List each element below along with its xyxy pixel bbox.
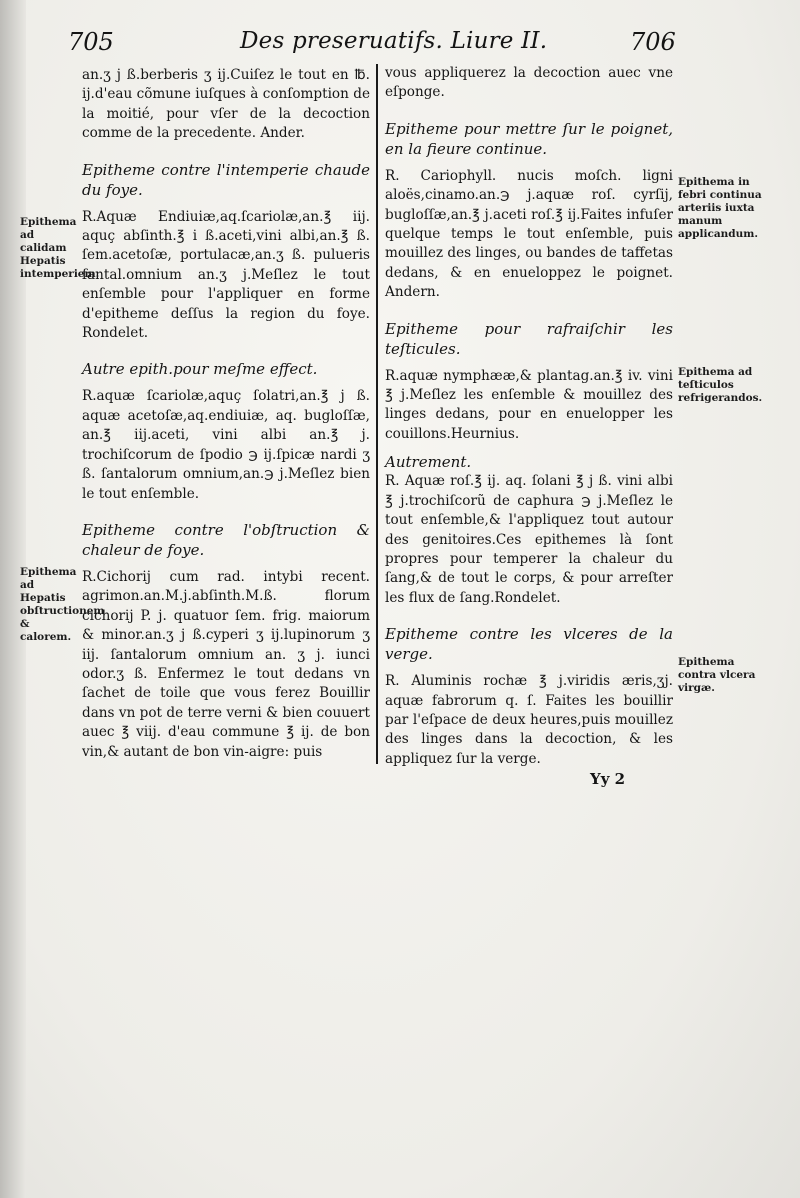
signature-mark: Yy 2 xyxy=(590,770,626,788)
heading-poignet: Epitheme pour mettre ſur le poignet, en la fieure continue. xyxy=(385,119,673,158)
text-autrement: R. Aquæ roſ.℥ ij. aq. ſolani ℥ j ß. vini albi ℥ j.trochiſcorũ de caphura ℈ j.Meſlez le tout enſemble,& l'appliquez tout autour des genitoires.Ces epithemes là ſont propres pour temperer la chaleur du ſang,& de tout le corps, & pour arreſter les flux de ſang.Rondelet. xyxy=(385,473,673,606)
heading-autre-epith: Autre epith.pour meſme effect. xyxy=(82,360,318,379)
folio-right: 706 xyxy=(630,28,676,56)
page-header xyxy=(0,26,800,62)
left-column xyxy=(82,66,370,762)
bleed-through-text xyxy=(400,800,770,1180)
margin-note-intemperie: Epithema ad calidam Hepatis intemperiem. xyxy=(20,216,100,280)
heading-intemperie: Epitheme contre l'intemperie chaude du foye. xyxy=(82,160,370,199)
margin-note-poignet: Epithema in febri continua arteriis iuxta manum applicandum. xyxy=(678,176,762,240)
margin-note-vlceres: Epithema contra vlcera virgæ. xyxy=(678,656,756,694)
text-autre-epith: R.aquæ ſcariolæ,aquç ſolatri,an.℥ j ß. aquæ acetoſæ,aq.endiuiæ, aq. bugloſſæ, an.℥ iij.aceti, vini albi an.℥ j. trochiſcorum de ſpodio ℈ ij.ſpicæ nardi ʒ ß. ſantalorum omnium,an.℈ j.Meſlez bien le tout enſemble. xyxy=(82,388,370,502)
text-vlceres: R. Aluminis rochæ ℥ j.viridis æris,ʒj. aquæ fabrorum q. ſ. Faites les bouillir par l'eſpace de deux heures,puis mouillez des linges dans la decoction, & les appliquez ſur la verge. xyxy=(385,673,673,767)
running-title: Des preseruatifs. Liure II. xyxy=(240,28,548,54)
margin-note-testicules: Epithema ad teſticulos refrigerandos. xyxy=(678,366,763,404)
heading-obstruction: Epitheme contre l'obſtruction & chaleur de foye. xyxy=(82,520,370,559)
text-intemperie: R.Aquæ Endiuiæ,aq.ſcariolæ,an.℥ iij. aquç abſinth.℥ i ß.aceti,vini albi,an.℥ ß. ſem.acetoſæ, portulacæ,an.ʒ ß. pulueris ſantal.omnium an.ʒ j.Meſlez le tout enſemble pour l'appliquer en forme d'epitheme deſſus la region du foye. Rondelet. xyxy=(82,208,370,342)
heading-vlceres: Epitheme contre les vlceres de la verge. xyxy=(385,625,673,664)
heading-autrement: Autrement. xyxy=(385,453,472,472)
text-testicules: R.aquæ nymphææ,& plantag.an.℥ iv. vini ℥ j.Meſlez les enſemble & mouillez des linges dedans, pour en enuelopper les couillons.Heurnius. xyxy=(385,367,673,442)
text-poignet: R. Cariophyll. nucis moſch. ligni aloës,cinamo.an.℈ j.aquæ roſ. cyrſij, bugloſſæ,an.℥ j.aceti roſ.℥ ij.Faites infuſer quelque temps le tout enſemble, puis mouillez des linges, ou bandes de taffetas dedans, & en enueloppez le poignet. Andern. xyxy=(385,167,674,301)
folio-left: 705 xyxy=(68,28,114,56)
right-column xyxy=(385,64,673,769)
left-intro: an.ʒ j ß.berberis ʒ ij.Cuiſez le tout en ℔. ij.d'eau cõmune iuſques à conſomption de la moitié, pour vſer de la decoction comme de la precedente. Ander. xyxy=(82,67,370,142)
text-obstruction: R.Cichorij cum rad. intybi recent. agrimon.an.M.j.abſinth.M.ß. florum cichorij P. j. quatuor ſem. frig. maiorum & minor.an.ʒ j ß.cyperi ʒ ij.lupinorum ʒ iij. ſantalorum omnium an. ʒ j. iunci odor.ʒ ß. Enfermez le tout dedans vn ſachet de toile que vous ferez Bouillir dans vn pot de terre verni & bien couuert auec ℥ viij. d'eau commune ℥ ij. de bon vin,& autant de bon vin-aigre: puis xyxy=(82,568,370,760)
column-rule xyxy=(376,64,378,764)
margin-note-obstruction: Epithema ad Hepatis obſtructionem & calorem. xyxy=(20,566,105,643)
heading-testicules: Epitheme pour rafraiſchir les teſticules. xyxy=(385,319,673,358)
right-intro: vous appliquerez la decoction auec vne eſponge. xyxy=(385,65,673,101)
